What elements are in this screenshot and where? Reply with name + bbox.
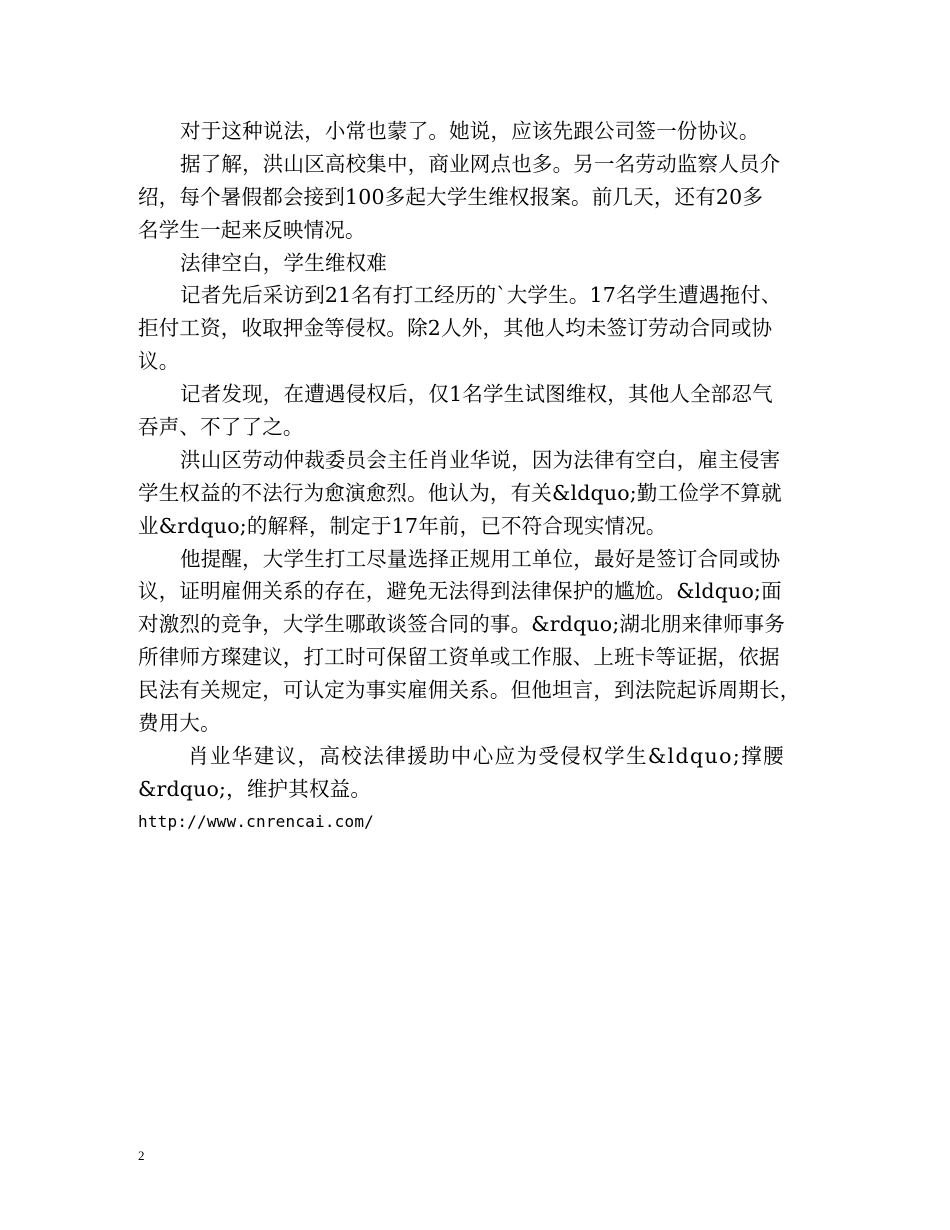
paragraph-line: 记者发现，在遭遇侵权后，仅1名学生试图维权，其他人全部忍气 [180,382,773,407]
paragraph-line: 对激烈的竞争，大学生哪敢谈签合同的事。&rdquo;湖北朋来律师事务 [138,612,786,637]
section-heading: 法律空白，学生维权难 [180,250,387,275]
paragraph-line: 他提醒，大学生打工尽量选择正规用工单位，最好是签订合同或协 [180,546,781,571]
paragraph-line: 业&rdquo;的解释，制定于17年前，已不符合现实情况。 [138,513,667,538]
paragraph-line: 据了解，洪山区高校集中，商业网点也多。另一名劳动监察人员介 [180,151,781,176]
article-body [138,115,818,839]
paragraph-line: 洪山区劳动仲裁委员会主任肖业华说，因为法律有空白，雇主侵害 [180,447,781,472]
paragraph-line: 所律师方璨建议，打工时可保留工资单或工作服、上班卡等证据，依据 [138,645,780,670]
paragraph-line: 学生权益的不法行为愈演愈烈。他认为，有关&ldquo;勤工俭学不算就 [138,480,782,505]
paragraph-line: 绍，每个暑假都会接到100多起大学生维权报案。前几天，还有20多 [138,184,764,209]
page-number: 2 [138,1148,145,1163]
paragraph-line: 记者先后采访到21名有打工经历的`大学生。17名学生遭遇拖付、 [180,283,782,308]
paragraph-line: 对于这种说法，小常也蒙了。她说，应该先跟公司签一份协议。 [180,119,760,143]
paragraph-line: &rdquo;，维护其权益。 [138,776,372,801]
paragraph-line: 议。 [138,349,180,374]
paragraph-line: 吞声、不了了之。 [138,415,304,440]
paragraph-line: 议，证明雇佣关系的存在，避免无法得到法律保护的尴尬。&ldquo;面 [138,579,782,604]
paragraph-line: 肖业华建议，高校法律援助中心应为受侵权学生&ldquo;撑腰 [188,743,785,768]
source-url: http://www.cnrencai.com/ [138,811,374,831]
paragraph-line: 民法有关规定，可认定为事实雇佣关系。但他坦言，到法院起诉周期长， [138,678,801,703]
paragraph-line: 拒付工资，收取押金等侵权。除2人外，其他人均未签订劳动合同或协 [138,316,773,341]
paragraph-line: 费用大。 [138,711,221,736]
paragraph-line: 名学生一起来反映情况。 [138,217,366,242]
